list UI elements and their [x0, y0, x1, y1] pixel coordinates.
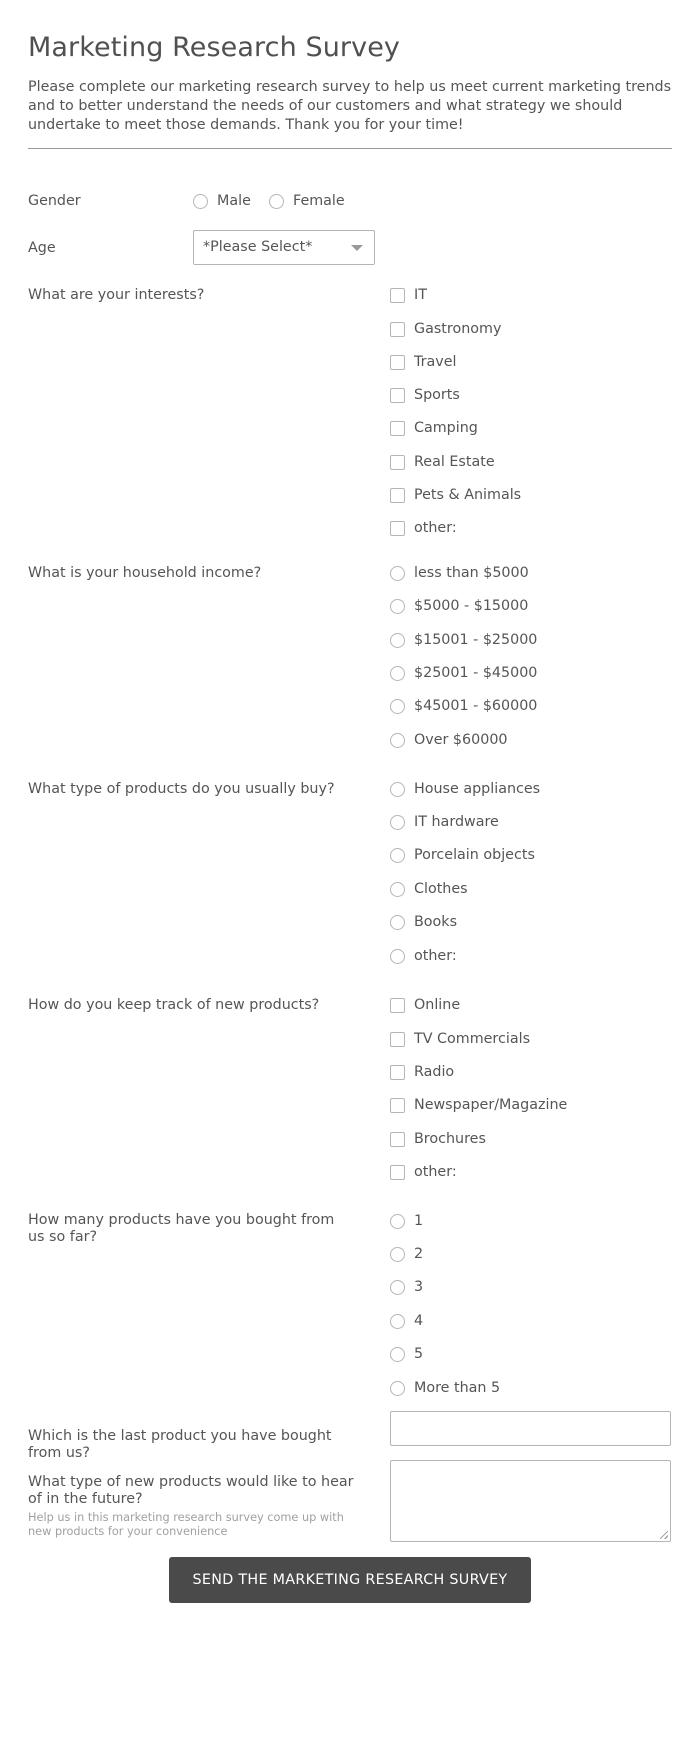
radio-icon[interactable]	[390, 633, 405, 648]
income-option[interactable]	[390, 563, 529, 583]
tracking-option[interactable]	[390, 1062, 454, 1082]
radio-icon[interactable]	[390, 1314, 405, 1329]
product-option-other[interactable]	[390, 946, 457, 966]
option-label: other:	[414, 948, 457, 964]
age-label: Age	[28, 240, 56, 256]
option-label: Pets & Animals	[414, 487, 522, 503]
option-label: 4	[414, 1313, 424, 1329]
checkbox-icon[interactable]	[390, 998, 405, 1013]
radio-icon[interactable]	[390, 915, 405, 930]
chevron-down-icon	[351, 245, 363, 251]
checkbox-icon[interactable]	[390, 1165, 405, 1180]
radio-icon[interactable]	[390, 782, 405, 797]
option-label: More than 5	[414, 1380, 501, 1396]
gender-option-male[interactable]	[193, 191, 251, 211]
checkbox-icon[interactable]	[390, 288, 405, 303]
radio-icon[interactable]	[390, 1280, 405, 1295]
form-intro: Please complete our marketing research survey to help us meet current marketing trends and to better understand the needs of our customers and what strategy we should undertake to meet those demands. Thank you for your time!	[28, 78, 672, 149]
option-label: 2	[414, 1246, 424, 1262]
radio-icon[interactable]	[390, 1347, 405, 1362]
tracking-option[interactable]	[390, 1029, 530, 1049]
income-option[interactable]	[390, 696, 537, 716]
checkbox-icon[interactable]	[390, 1098, 405, 1113]
tracking-label: How do you keep track of new products?	[28, 997, 320, 1013]
bought-count-option[interactable]	[390, 1378, 500, 1398]
option-label: Gastronomy	[414, 321, 502, 337]
option-label: Female	[293, 193, 345, 209]
option-label: Newspaper/Magazine	[414, 1097, 568, 1113]
last-product-input[interactable]	[390, 1411, 671, 1446]
radio-icon[interactable]	[390, 666, 405, 681]
form-body	[28, 149, 672, 1749]
tracking-option-other[interactable]	[390, 1162, 457, 1182]
option-label: other:	[414, 520, 457, 536]
form-title: Marketing Research Survey	[28, 32, 400, 63]
checkbox-icon[interactable]	[390, 1132, 405, 1147]
option-label: Online	[414, 997, 461, 1013]
radio-icon[interactable]	[269, 194, 284, 209]
product-option[interactable]	[390, 912, 457, 932]
interest-option[interactable]	[390, 319, 501, 339]
interest-option[interactable]	[390, 485, 521, 505]
interest-option-other[interactable]	[390, 518, 457, 538]
checkbox-icon[interactable]	[390, 355, 405, 370]
checkbox-icon[interactable]	[390, 421, 405, 436]
option-label: IT hardware	[414, 814, 499, 830]
interest-option[interactable]	[390, 385, 460, 405]
checkbox-icon[interactable]	[390, 521, 405, 536]
option-label: Porcelain objects	[414, 847, 535, 863]
option-label: Books	[414, 914, 458, 930]
radio-icon[interactable]	[390, 1381, 405, 1396]
radio-icon[interactable]	[390, 699, 405, 714]
option-label: other:	[414, 1164, 457, 1180]
checkbox-icon[interactable]	[390, 488, 405, 503]
option-label: Travel	[414, 354, 457, 370]
new-products-label: What type of new products would like to hear of in the future?	[28, 1474, 354, 1507]
option-label: $45001 - $60000	[414, 698, 538, 714]
radio-icon[interactable]	[390, 949, 405, 964]
radio-icon[interactable]	[390, 566, 405, 581]
option-label: Real Estate	[414, 454, 495, 470]
income-label: What is your household income?	[28, 565, 262, 581]
option-label: Over $60000	[414, 732, 508, 748]
product-option[interactable]	[390, 879, 468, 899]
option-label: Male	[217, 193, 251, 209]
checkbox-icon[interactable]	[390, 455, 405, 470]
option-label: $15001 - $25000	[414, 632, 538, 648]
bought-count-option[interactable]	[390, 1344, 423, 1364]
option-label: Clothes	[414, 881, 468, 897]
option-label: 3	[414, 1279, 424, 1295]
last-product-label: Which is the last product you have bought from us?	[28, 1428, 332, 1461]
tracking-option[interactable]	[390, 995, 460, 1015]
option-label: IT	[414, 287, 427, 303]
bought-count-option[interactable]	[390, 1211, 423, 1231]
interest-option[interactable]	[390, 352, 457, 372]
income-option[interactable]	[390, 730, 508, 750]
income-option[interactable]	[390, 663, 537, 683]
option-label: $25001 - $45000	[414, 665, 538, 681]
radio-icon[interactable]	[390, 882, 405, 897]
bought-count-option[interactable]	[390, 1311, 423, 1331]
checkbox-icon[interactable]	[390, 1032, 405, 1047]
new-products-sublabel: Help us in this marketing research survey come up with new products for your convenience	[28, 1511, 344, 1538]
income-option[interactable]	[390, 630, 537, 650]
checkbox-icon[interactable]	[390, 1065, 405, 1080]
option-label: $5000 - $15000	[414, 598, 529, 614]
submit-button[interactable]: SEND THE MARKETING RESEARCH SURVEY	[169, 1557, 531, 1603]
radio-icon[interactable]	[390, 599, 405, 614]
interests-label: What are your interests?	[28, 287, 205, 303]
gender-label: Gender	[28, 193, 81, 209]
age-select-value: *Please Select*	[203, 239, 313, 255]
interest-option[interactable]	[390, 418, 478, 438]
radio-icon[interactable]	[390, 1247, 405, 1262]
product-option[interactable]	[390, 812, 499, 832]
bought-count-option[interactable]	[390, 1277, 423, 1297]
bought-count-option[interactable]	[390, 1244, 423, 1264]
option-label: Sports	[414, 387, 460, 403]
tracking-option[interactable]	[390, 1129, 486, 1149]
option-label: House appliances	[414, 781, 541, 797]
products-label: What type of products do you usually buy?	[28, 781, 335, 797]
age-select[interactable]	[193, 230, 375, 265]
product-option[interactable]	[390, 845, 535, 865]
radio-icon[interactable]	[390, 815, 405, 830]
checkbox-icon[interactable]	[390, 388, 405, 403]
option-label: less than $5000	[414, 565, 529, 581]
radio-icon[interactable]	[390, 733, 405, 748]
option-label: Camping	[414, 420, 478, 436]
checkbox-icon[interactable]	[390, 322, 405, 337]
income-option[interactable]	[390, 596, 528, 616]
option-label: TV Commercials	[414, 1031, 531, 1047]
radio-icon[interactable]	[193, 194, 208, 209]
option-label: Brochures	[414, 1131, 486, 1147]
option-label: 5	[414, 1346, 424, 1362]
product-option[interactable]	[390, 779, 540, 799]
interest-option[interactable]	[390, 285, 427, 305]
gender-option-female[interactable]	[269, 191, 345, 211]
tracking-option[interactable]	[390, 1095, 567, 1115]
new-products-textarea[interactable]	[390, 1460, 671, 1542]
interest-option[interactable]	[390, 452, 495, 472]
bought-count-label: How many products have you bought from us so far?	[28, 1212, 335, 1245]
resize-grip-icon[interactable]	[660, 1531, 668, 1539]
radio-icon[interactable]	[390, 1214, 405, 1229]
radio-icon[interactable]	[390, 848, 405, 863]
option-label: Radio	[414, 1064, 455, 1080]
option-label: 1	[414, 1213, 424, 1229]
new-products-label-group	[28, 1474, 358, 1539]
